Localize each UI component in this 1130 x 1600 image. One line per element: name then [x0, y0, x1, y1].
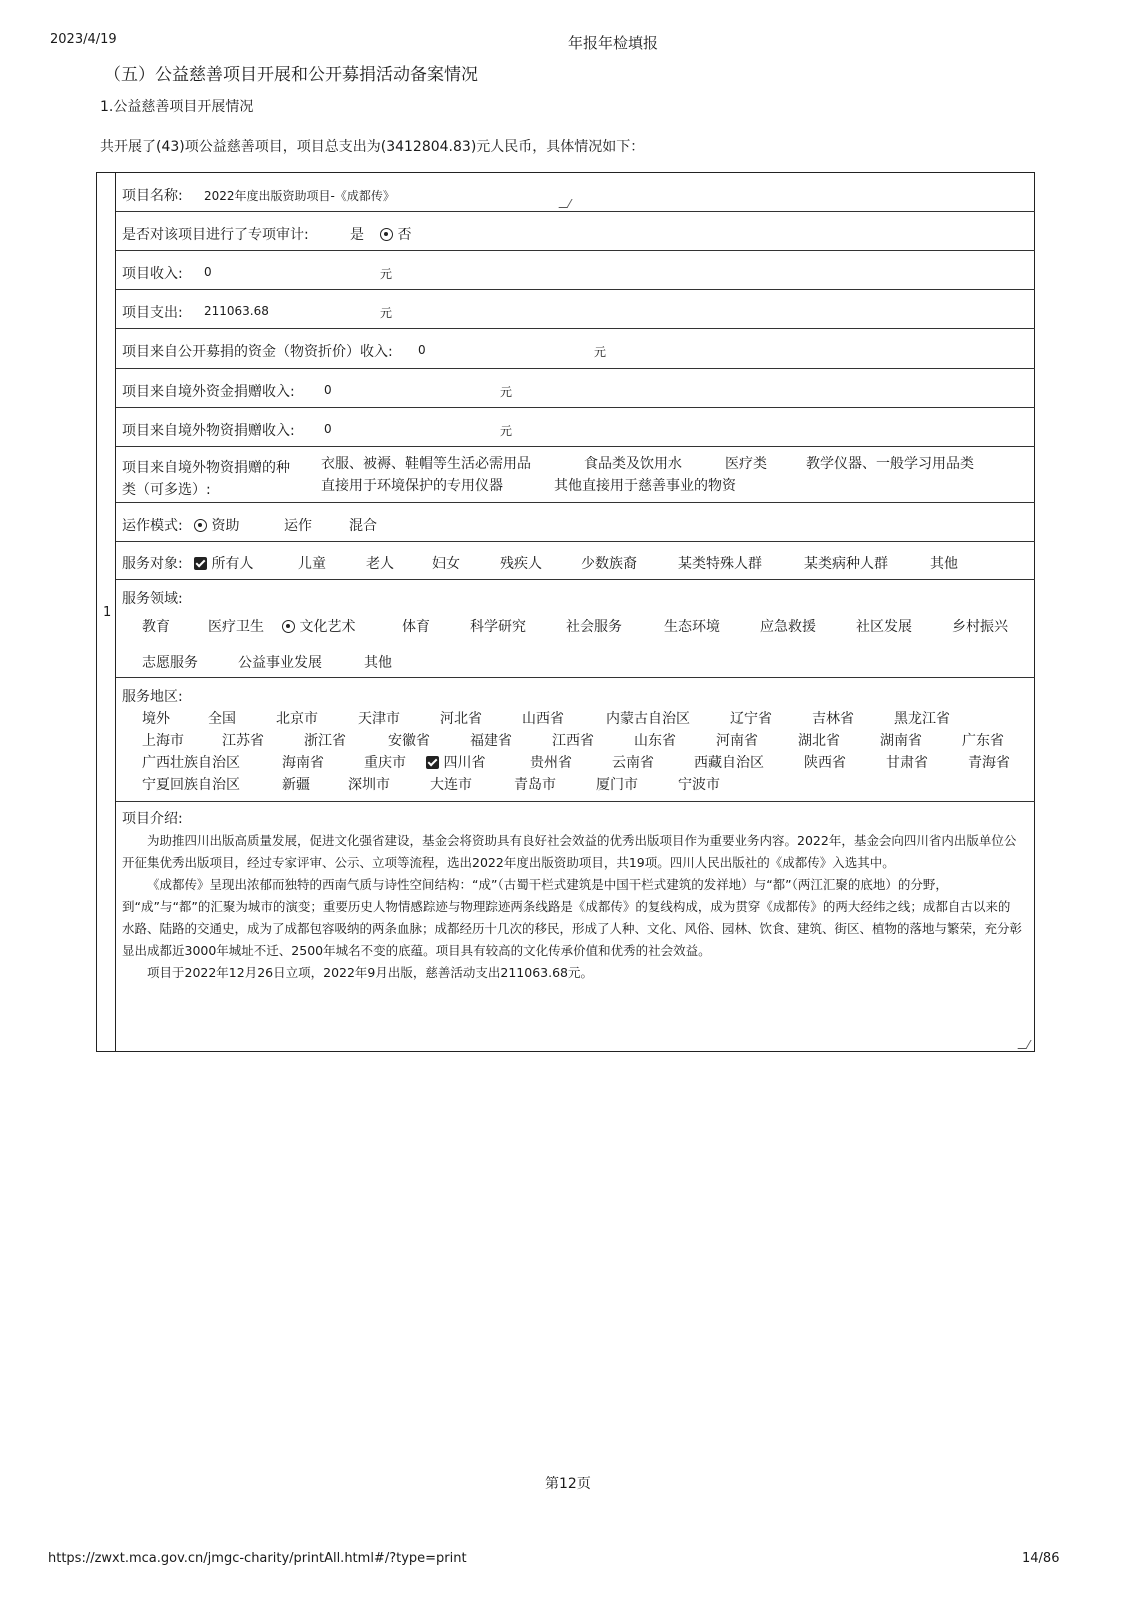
print-date: 2023/4/19 [50, 32, 117, 47]
project-name-field[interactable]: 2022年度出版资助项目-《成都传》 [204, 189, 395, 203]
public-fund-unit: 元 [594, 345, 607, 359]
region-option[interactable]: 安徽省 [388, 733, 430, 749]
region-option[interactable]: 重庆市 [364, 755, 406, 771]
checkbox-checked-icon[interactable] [194, 557, 207, 570]
field-option[interactable]: 生态环境 [664, 619, 720, 635]
region-option[interactable]: 深圳市 [348, 777, 390, 793]
public-fund-label: 项目来自公开募捐的资金（物资折价）收入: [122, 344, 393, 360]
region-option[interactable]: 山东省 [634, 733, 676, 749]
income-unit: 元 [380, 267, 393, 281]
field-option[interactable]: 社会服务 [566, 619, 622, 635]
expense-unit: 元 [380, 306, 393, 320]
region-option[interactable]: 黑龙江省 [894, 711, 950, 727]
goods-type-option[interactable]: 医疗类 [725, 456, 767, 472]
public-fund-field[interactable]: 0 [418, 343, 426, 357]
radio-selected-icon[interactable] [194, 519, 207, 532]
field-row [116, 580, 1035, 678]
expense-field[interactable]: 211063.68 [204, 304, 269, 318]
target-option-all[interactable]: 所有人 [194, 553, 253, 573]
field-option[interactable]: 公益事业发展 [238, 655, 322, 671]
intro-row [116, 802, 1035, 1052]
goods-type-option[interactable]: 直接用于环境保护的专用仪器 [321, 478, 503, 494]
goods-type-label-line2: 类（可多选）: [122, 482, 211, 498]
field-option[interactable]: 体育 [402, 619, 430, 635]
section-title: （五）公益慈善项目开展和公开募捐活动备案情况 [104, 65, 478, 85]
mode-option-mixed[interactable]: 混合 [349, 518, 377, 534]
region-option[interactable]: 山西省 [522, 711, 564, 727]
intro-label: 项目介绍: [122, 811, 183, 827]
public-fund-row [116, 329, 1035, 369]
region-option[interactable]: 新疆 [282, 777, 310, 793]
goods-type-option[interactable]: 衣服、被褥、鞋帽等生活必需用品 [321, 456, 531, 472]
region-option[interactable]: 广西壮族自治区 [142, 755, 240, 771]
foreign-fund-row [116, 369, 1035, 408]
income-label: 项目收入: [122, 266, 183, 282]
audit-label: 是否对该项目进行了专项审计: [122, 227, 309, 243]
intro-paragraph: 项目于2022年12月26日立项，2022年9月出版，慈善活动支出211063.68元。 [147, 965, 593, 980]
region-option[interactable]: 广东省 [962, 733, 1004, 749]
region-option-sichuan[interactable]: 四川省 [426, 752, 485, 772]
region-option[interactable]: 云南省 [612, 755, 654, 771]
region-option[interactable]: 贵州省 [530, 755, 572, 771]
goods-type-label-line1: 项目来自境外物资捐赠的种 [122, 460, 290, 476]
target-option[interactable]: 其他 [930, 556, 958, 572]
field-option[interactable]: 科学研究 [470, 619, 526, 635]
target-option[interactable]: 妇女 [432, 556, 460, 572]
region-option[interactable]: 辽宁省 [730, 711, 772, 727]
region-option[interactable]: 内蒙古自治区 [606, 711, 690, 727]
region-option[interactable]: 青海省 [968, 755, 1010, 771]
section-subtitle: 1.公益慈善项目开展情况 [100, 99, 254, 115]
mode-label: 运作模式: [122, 518, 183, 534]
target-label: 服务对象: [122, 556, 183, 572]
region-option[interactable]: 湖南省 [880, 733, 922, 749]
page-url: https://zwxt.mca.gov.cn/jmgc-charity/printAll.html#/?type=print [48, 1551, 467, 1566]
target-option[interactable]: 残疾人 [500, 556, 542, 572]
mode-option-fund[interactable]: 资助 [194, 515, 239, 535]
audit-option-no[interactable]: 否 [380, 224, 411, 244]
foreign-goods-label: 项目来自境外物资捐赠收入: [122, 423, 295, 439]
resize-handle-icon[interactable] [1017, 1040, 1031, 1049]
region-option[interactable]: 浙江省 [304, 733, 346, 749]
region-option[interactable]: 海南省 [282, 755, 324, 771]
region-option[interactable]: 陕西省 [804, 755, 846, 771]
page-header-title: 年报年检填报 [568, 34, 659, 52]
field-label: 服务领域: [122, 591, 183, 607]
region-option[interactable]: 宁波市 [678, 777, 720, 793]
region-option[interactable]: 青岛市 [514, 777, 556, 793]
target-option[interactable]: 老人 [366, 556, 394, 572]
region-option[interactable]: 全国 [208, 711, 236, 727]
field-option[interactable]: 医疗卫生 [208, 619, 264, 635]
mode-option-operate[interactable]: 运作 [284, 518, 312, 534]
expense-row [116, 290, 1035, 329]
region-option[interactable]: 天津市 [358, 711, 400, 727]
goods-type-row [116, 447, 1035, 503]
foreign-fund-label: 项目来自境外资金捐赠收入: [122, 384, 295, 400]
target-option[interactable]: 某类病种人群 [804, 556, 888, 572]
region-option[interactable]: 宁夏回族自治区 [142, 777, 240, 793]
goods-type-option[interactable]: 食品类及饮用水 [584, 456, 682, 472]
region-option[interactable]: 大连市 [430, 777, 472, 793]
field-option[interactable]: 志愿服务 [142, 655, 198, 671]
region-option[interactable]: 江苏省 [222, 733, 264, 749]
foreign-goods-field[interactable]: 0 [324, 422, 332, 436]
radio-selected-icon[interactable] [380, 228, 393, 241]
field-option[interactable]: 社区发展 [856, 619, 912, 635]
region-option[interactable]: 北京市 [276, 711, 318, 727]
project-name-row [116, 172, 1035, 212]
checkbox-checked-icon[interactable] [426, 756, 439, 769]
region-option[interactable]: 福建省 [470, 733, 512, 749]
region-option[interactable]: 厦门市 [596, 777, 638, 793]
foreign-fund-field[interactable]: 0 [324, 383, 332, 397]
audit-row [116, 212, 1035, 251]
target-option[interactable]: 少数族裔 [581, 556, 637, 572]
goods-type-option[interactable]: 教学仪器、一般学习用品类 [806, 456, 974, 472]
foreign-goods-unit: 元 [500, 424, 513, 438]
region-label: 服务地区: [122, 689, 183, 705]
field-option[interactable]: 其他 [364, 655, 392, 671]
page-number: 第12页 [545, 1476, 591, 1492]
intro-textarea[interactable] [122, 830, 1022, 984]
audit-option-yes[interactable]: 是 [350, 227, 364, 243]
region-option[interactable]: 上海市 [142, 733, 184, 749]
field-option[interactable]: 乡村振兴 [952, 619, 1008, 635]
region-option[interactable]: 西藏自治区 [694, 755, 764, 771]
region-option[interactable]: 河北省 [440, 711, 482, 727]
region-option[interactable]: 境外 [142, 711, 170, 727]
region-row [116, 678, 1035, 802]
radio-selected-icon[interactable] [282, 620, 295, 633]
projects-summary: 共开展了(43)项公益慈善项目，项目总支出为(3412804.83)元人民币，具体情况如下： [100, 139, 645, 155]
field-option[interactable]: 教育 [142, 619, 170, 635]
field-option[interactable]: 应急救援 [760, 619, 816, 635]
target-row [116, 542, 1035, 580]
expense-label: 项目支出: [122, 305, 183, 321]
mode-row [116, 503, 1035, 542]
region-option[interactable]: 甘肃省 [886, 755, 928, 771]
project-name-label: 项目名称: [122, 188, 183, 204]
income-row [116, 251, 1035, 290]
target-option[interactable]: 某类特殊人群 [678, 556, 762, 572]
region-option[interactable]: 吉林省 [812, 711, 854, 727]
region-option[interactable]: 湖北省 [798, 733, 840, 749]
region-option[interactable]: 江西省 [552, 733, 594, 749]
field-option-culture[interactable]: 文化艺术 [282, 616, 355, 636]
goods-type-option[interactable]: 其他直接用于慈善事业的物资 [554, 478, 736, 494]
income-field[interactable]: 0 [204, 265, 212, 279]
target-option[interactable]: 儿童 [298, 556, 326, 572]
foreign-goods-row [116, 408, 1035, 447]
resize-handle-icon[interactable] [558, 199, 572, 208]
intro-paragraph: 《成都传》呈现出浓郁而独特的西南气质与诗性空间结构：“成”（古蜀干栏式建筑是中国干栏式建筑的发祥地）与“都”（两江汇聚的底地）的分野，到“成”与“都”的汇聚为城市的演变；重要历史人物情感踪迹与物理踪迹两条线路是《成都传》的复线构成，成为贯穿《成都传》的两大经纬之线；成都自古以来的水路、陆路的交通史，成为了成都包容吸纳的两条血脉；成都经历十几次的移民，形成了人种、文化、风俗、园林、饮食、建筑、街区、植物的落地与繁荣，充分彰显出成都近3000年城址不迁、2500年城名不变的底蕴。项目具有较高的文化传承价值和优秀的社会效益。 [122, 877, 1023, 958]
print-page-count: 14/86 [1022, 1551, 1060, 1566]
region-option[interactable]: 河南省 [716, 733, 758, 749]
row-index: 1 [103, 605, 112, 620]
intro-paragraph: 为助推四川出版高质量发展，促进文化强省建设，基金会将资助具有良好社会效益的优秀出版项目作为重要业务内容。2022年，基金会向四川省内出版单位公开征集优秀出版项目，经过专家评审、公示、立项等流程，选出2022年度出版资助项目，共19项。四川人民出版社的《成都传》入选其中。 [122, 833, 1017, 870]
foreign-fund-unit: 元 [500, 385, 513, 399]
